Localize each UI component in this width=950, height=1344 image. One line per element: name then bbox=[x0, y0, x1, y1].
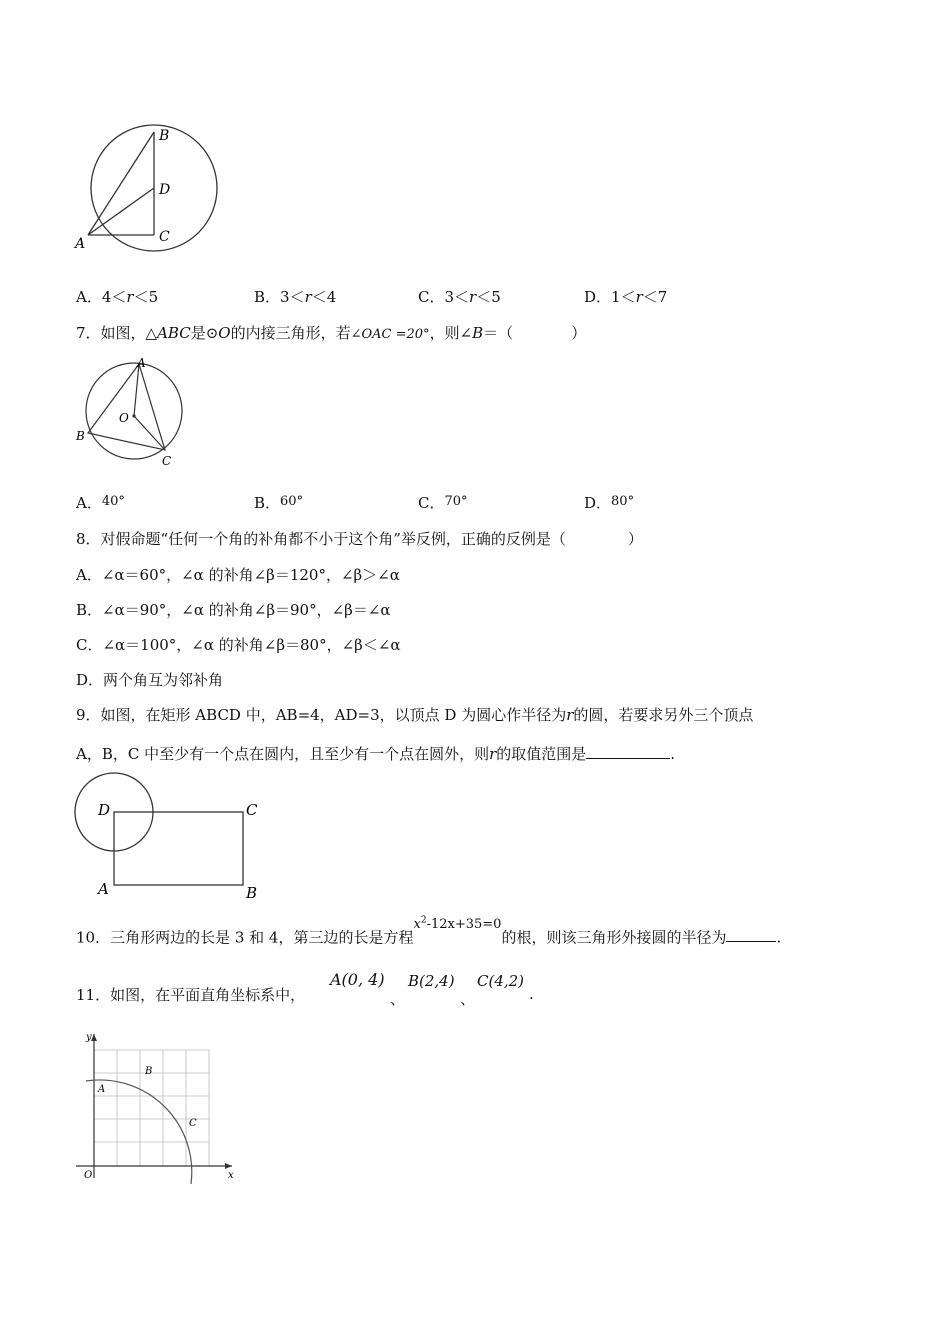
q11-x-arrow bbox=[225, 1163, 232, 1169]
q9-label-b: B bbox=[246, 884, 258, 902]
q7-center-point bbox=[132, 414, 135, 417]
q7-number: 7．如图， bbox=[76, 324, 146, 342]
q10-equation bbox=[413, 917, 501, 932]
q10-text: 10．三角形两边的长是 3 和 4，第三边的长是方程 bbox=[76, 928, 414, 947]
q11-label-a: A bbox=[98, 1084, 106, 1095]
q7-figure bbox=[72, 355, 192, 470]
option-letter: B． bbox=[254, 494, 281, 512]
option-letter: A． bbox=[76, 288, 102, 306]
option-var: r bbox=[304, 288, 312, 306]
q7-label-b: B bbox=[76, 429, 85, 443]
option-pre: 4＜ bbox=[101, 288, 127, 306]
q6-label-a: A bbox=[75, 236, 86, 252]
q7-text: 的内接三角形，若 bbox=[230, 324, 351, 342]
q11-label-y: y bbox=[86, 1032, 92, 1043]
q11-label-x: x bbox=[228, 1170, 234, 1181]
q9-text: A，B，C 中至少有一个点在圆内，且至少有一个点在圆外，则 bbox=[76, 745, 490, 763]
q10-answer-blank[interactable] bbox=[726, 927, 776, 942]
option-value: 80° bbox=[611, 494, 635, 509]
q6-side-ab bbox=[88, 132, 154, 235]
option-letter: A． bbox=[76, 494, 102, 512]
option-letter: B． bbox=[254, 288, 281, 306]
option-value: 60° bbox=[280, 494, 304, 509]
q9-answer-blank[interactable] bbox=[586, 744, 670, 759]
q7-label-o: O bbox=[119, 411, 129, 425]
q6-option-b bbox=[254, 287, 336, 307]
q9-stem-line2 bbox=[76, 744, 675, 764]
q9-figure bbox=[72, 770, 272, 900]
option-post: ＜7 bbox=[642, 288, 668, 306]
q6-label-c: C bbox=[159, 229, 170, 245]
q10-eq-exponent: 2 bbox=[420, 916, 427, 926]
q11-label-b: B bbox=[145, 1066, 153, 1077]
q11-separator-1: 、 bbox=[390, 990, 406, 1008]
q8-option-d: D．两个角互为邻补角 bbox=[76, 671, 224, 689]
q9-label-a: A bbox=[98, 880, 109, 898]
option-var: r bbox=[126, 288, 134, 306]
q9-stem-line1 bbox=[76, 705, 753, 725]
q11-period: . bbox=[529, 985, 534, 1003]
q6-label-b: B bbox=[159, 128, 170, 144]
q10-eq-rest: -12x+35=0 bbox=[426, 917, 502, 933]
q9-rectangle bbox=[114, 812, 243, 885]
q7-asked-angle: ∠B bbox=[459, 324, 484, 342]
q10-text: 的根，则该三角形外接圆的半径为 bbox=[501, 928, 727, 947]
q9-text: 9．如图，在矩形 ABCD 中，AB=4，AD=3，以顶点 D 为圆心作半径为 bbox=[76, 706, 567, 724]
q7-option-c bbox=[418, 493, 468, 515]
q11-text: 11．如图，在平面直角坐标系中， bbox=[76, 986, 306, 1004]
q8-text: 8．对假命题“任何一个角的补角都不小于这个角”举反例，正确的反例是（ bbox=[76, 530, 566, 548]
q6-segment-ad bbox=[88, 188, 154, 235]
q9-var: r bbox=[566, 706, 574, 724]
q9-text: 的圆，若要求另外三个顶点 bbox=[573, 706, 754, 724]
q7-option-b bbox=[254, 493, 303, 515]
option-value: 40° bbox=[101, 494, 125, 509]
q11-arc bbox=[86, 1080, 192, 1184]
q9-var: r bbox=[489, 745, 497, 763]
q8-option-c: C．∠α＝100°，∠α 的补角∠β＝80°，∠β＜∠α bbox=[76, 636, 401, 654]
q11-point-a: A(0, 4) bbox=[330, 970, 385, 989]
q6-label-d: D bbox=[159, 182, 171, 198]
q7-label-a: A bbox=[137, 356, 146, 370]
q11-label-o: O bbox=[84, 1170, 93, 1181]
q7-text: ，则 bbox=[429, 324, 460, 342]
q11-separator-2: 、 bbox=[460, 990, 476, 1008]
q9-text: 的取值范围是 bbox=[496, 745, 587, 763]
q6-option-a bbox=[76, 287, 158, 307]
q7-triangle: △ABC bbox=[145, 324, 191, 342]
option-var: r bbox=[469, 288, 477, 306]
q11-figure bbox=[72, 1030, 242, 1180]
q6-option-d bbox=[584, 287, 667, 307]
q8-option-b: B．∠α＝90°，∠α 的补角∠β＝90°，∠β＝∠α bbox=[76, 601, 391, 619]
q11-point-b: B(2,4) bbox=[408, 972, 455, 990]
q7-option-d bbox=[584, 493, 634, 515]
q7-stem bbox=[76, 323, 586, 345]
option-letter: D． bbox=[584, 494, 612, 512]
option-var: r bbox=[635, 288, 643, 306]
q11-point-c: C(4,2) bbox=[477, 972, 525, 990]
q8-stem bbox=[76, 529, 643, 549]
q7-option-a bbox=[76, 493, 125, 515]
q7-label-c: C bbox=[162, 454, 172, 468]
q11-label-c: C bbox=[189, 1118, 197, 1129]
q9-label-d: D bbox=[98, 801, 111, 819]
option-pre: 1＜ bbox=[611, 288, 636, 306]
q11-y-arrow bbox=[91, 1034, 97, 1041]
q8-option-a: A．∠α＝60°，∠α 的补角∠β＝120°，∠β＞∠α bbox=[76, 566, 400, 584]
q9-label-c: C bbox=[246, 801, 258, 819]
option-post: ＜5 bbox=[133, 288, 159, 306]
q7-text: ＝（ bbox=[483, 324, 514, 342]
q7-text: 是 bbox=[190, 324, 206, 342]
q6-figure bbox=[70, 120, 230, 255]
q10-eq-var: x bbox=[413, 917, 421, 933]
option-post: ＜4 bbox=[311, 288, 337, 306]
option-post: ＜5 bbox=[476, 288, 501, 306]
option-pre: 3＜ bbox=[280, 288, 305, 306]
q10-stem bbox=[76, 916, 782, 949]
option-letter: D． bbox=[584, 288, 612, 306]
q6-option-c bbox=[418, 287, 501, 307]
q7-segment-oa bbox=[134, 364, 139, 416]
q7-close-paren: ） bbox=[571, 324, 587, 342]
q7-condition: ∠OAC =20° bbox=[350, 327, 430, 342]
option-letter: C． bbox=[418, 288, 445, 306]
q9-period: . bbox=[670, 745, 676, 763]
q10-period: . bbox=[776, 928, 782, 947]
q7-circle-symbol: ⊙O bbox=[205, 324, 231, 342]
option-pre: 3＜ bbox=[444, 288, 470, 306]
option-letter: C． bbox=[418, 494, 445, 512]
q11-stem bbox=[76, 985, 305, 1005]
option-value: 70° bbox=[444, 494, 468, 509]
q8-close-paren: ） bbox=[627, 530, 643, 548]
